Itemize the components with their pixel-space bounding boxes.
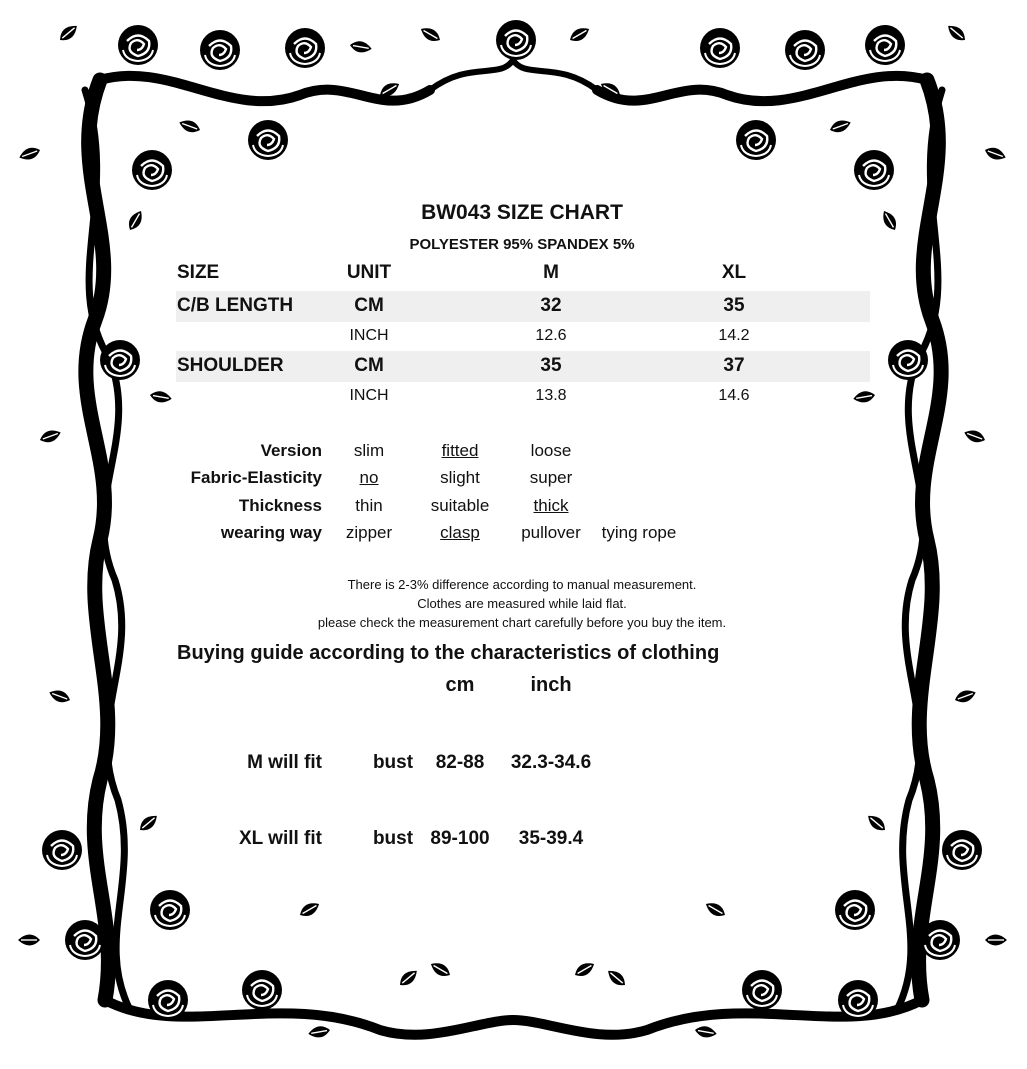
note-line: Clothes are measured while laid flat.	[417, 596, 627, 611]
cell-value: 14.2	[718, 327, 750, 344]
row-unit: INCH	[349, 327, 389, 344]
guide-row-cm: 82-88	[435, 752, 485, 773]
attribute-option-selected: fitted	[441, 441, 479, 460]
guide-row-label: XL will fit	[238, 828, 322, 849]
attribute-option: slight	[440, 468, 480, 487]
guide-row-label: M will fit	[247, 752, 322, 773]
cell-value: 35	[540, 355, 562, 376]
guide-title: Buying guide according to the characteristics of clothing	[177, 642, 720, 664]
material-subtitle: POLYESTER 95% SPANDEX 5%	[409, 236, 635, 253]
attribute-option: suitable	[430, 496, 490, 515]
note-line: please check the measurement chart carefully before you buy the item.	[317, 615, 727, 630]
attribute-option-selected: thick	[533, 496, 569, 515]
guide-row-cm: 89-100	[430, 828, 490, 849]
attribute-label: Thickness	[238, 496, 322, 515]
row-unit: CM	[354, 355, 384, 376]
attribute-option: loose	[530, 441, 572, 460]
note-line: There is 2-3% difference according to manual measurement.	[347, 577, 697, 592]
attribute-option-selected: no	[359, 468, 379, 487]
cell-value: 37	[723, 355, 745, 376]
header-unit: UNIT	[346, 262, 392, 283]
row-unit: CM	[354, 295, 384, 316]
attribute-option: thin	[355, 496, 383, 515]
header-size: SIZE	[177, 262, 220, 283]
attribute-option: zipper	[345, 523, 393, 542]
attribute-option: slim	[353, 441, 385, 460]
attribute-option-selected: clasp	[440, 523, 480, 542]
cell-value: 13.8	[535, 387, 567, 404]
attribute-label: Version	[260, 441, 322, 460]
row-label-cb-length: C/B LENGTH	[177, 295, 294, 316]
page-title: BW043 SIZE CHART	[421, 201, 623, 224]
header-m: M	[543, 262, 559, 283]
row-label-shoulder: SHOULDER	[177, 355, 284, 376]
attribute-label: Fabric-Elasticity	[190, 468, 322, 487]
guide-row-part: bust	[372, 828, 414, 849]
attribute-option: pullover	[521, 523, 581, 542]
header-xl: XL	[721, 262, 747, 283]
cell-value: 35	[723, 295, 745, 316]
row-unit: INCH	[349, 387, 389, 404]
attribute-option: tying rope	[601, 523, 677, 542]
attribute-label: wearing way	[220, 523, 322, 542]
guide-header-inch: inch	[530, 674, 572, 696]
guide-row-inch: 35-39.4	[518, 828, 584, 849]
guide-row-inch: 32.3-34.6	[510, 752, 592, 773]
cell-value: 32	[540, 295, 562, 316]
guide-row-part: bust	[372, 752, 414, 773]
cell-value: 14.6	[718, 387, 750, 404]
attribute-option: super	[529, 468, 573, 487]
guide-header-cm: cm	[445, 674, 475, 696]
cell-value: 12.6	[535, 327, 567, 344]
